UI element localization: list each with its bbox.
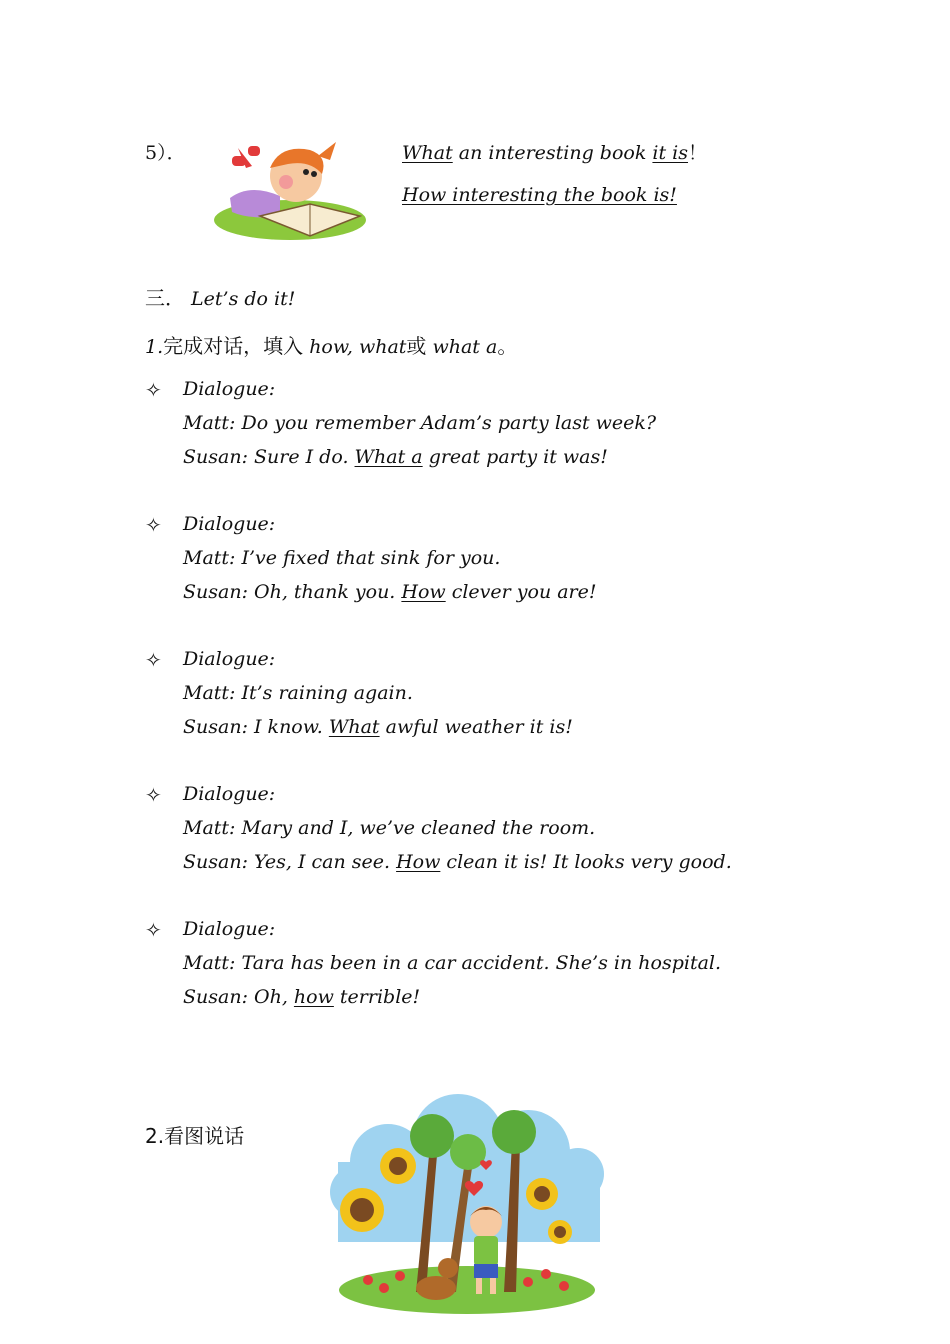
task1-prefix: 1.	[145, 336, 164, 358]
sparkle-bullet-icon: ✧	[145, 918, 162, 942]
matt-line: Matt: It’s raining again.	[183, 682, 413, 704]
susan-text-before: Susan: Sure I do.	[183, 446, 349, 468]
susan-text-before: Susan: I know.	[183, 716, 323, 738]
dialogue-block	[145, 918, 721, 1020]
matt-line: Matt: I’ve fixed that sink for you.	[183, 547, 501, 569]
answer-blank: What a	[354, 446, 423, 468]
susan-line	[183, 581, 597, 615]
dialogue-label: Dialogue:	[183, 513, 276, 535]
matt-line: Matt: Do you remember Adam’s party last week?	[183, 412, 657, 434]
susan-text-after: clever you are!	[451, 581, 597, 603]
susan-text-after: terrible!	[339, 986, 421, 1008]
susan-text-after: awful weather it is!	[385, 716, 573, 738]
susan-text-after: great party it was!	[428, 446, 608, 468]
dialogue-label: Dialogue:	[183, 648, 276, 670]
matt-line: Matt: Tara has been in a car accident. She’s in hospital.	[183, 952, 722, 974]
susan-line	[183, 986, 721, 1020]
answer-blank: What	[328, 716, 380, 738]
sparkle-bullet-icon: ✧	[145, 648, 162, 672]
dialogue-label: Dialogue:	[183, 378, 276, 400]
answer-ending: ！	[688, 142, 708, 164]
section-title: Let’s do it!	[191, 288, 296, 310]
answer-line-1	[402, 138, 707, 165]
sparkle-bullet-icon: ✧	[145, 783, 162, 807]
girl-reading-illustration	[210, 138, 370, 244]
answer-blank-1: What	[402, 142, 453, 164]
answer-blank-2: it is	[652, 142, 689, 164]
task1-or: 或	[406, 334, 427, 358]
matt-line: Matt: Mary and I, we’ve cleaned the room.	[183, 817, 596, 839]
dialogue-block	[145, 513, 597, 615]
dialogue-label: Dialogue:	[183, 783, 276, 805]
susan-text-after: clean it is! It looks very good.	[446, 851, 732, 873]
susan-text-before: Susan: Oh,	[183, 986, 288, 1008]
task1-options: how, what	[309, 336, 407, 358]
boy-garden-illustration	[328, 1092, 606, 1314]
item-number: 5）．	[145, 142, 186, 164]
task1-instruction-cn: 完成对话，填入	[163, 334, 304, 358]
dialogue-label: Dialogue:	[183, 918, 276, 940]
answer-blank: How	[396, 851, 441, 873]
dialogue-block	[145, 378, 656, 480]
sparkle-bullet-icon: ✧	[145, 513, 162, 537]
answer-line-2: How interesting the book is!	[402, 184, 677, 206]
susan-line	[183, 851, 732, 885]
task1-option3: what a	[432, 336, 498, 358]
answer-blank: how	[293, 986, 334, 1008]
sparkle-bullet-icon: ✧	[145, 378, 162, 402]
task1-instruction	[145, 330, 517, 359]
susan-text-before: Susan: Yes, I can see.	[183, 851, 391, 873]
susan-line	[183, 716, 573, 750]
susan-line	[183, 446, 656, 480]
task1-end: 。	[497, 334, 518, 358]
section-number: 三．	[145, 286, 185, 310]
section-heading	[145, 282, 295, 311]
task2-label: 2.看图说话	[145, 1124, 245, 1148]
answer-blank: How	[401, 581, 446, 603]
dialogue-block	[145, 783, 732, 885]
susan-text-before: Susan: Oh, thank you.	[183, 581, 396, 603]
dialogue-block	[145, 648, 573, 750]
answer-middle-text: an interesting book	[458, 142, 647, 164]
